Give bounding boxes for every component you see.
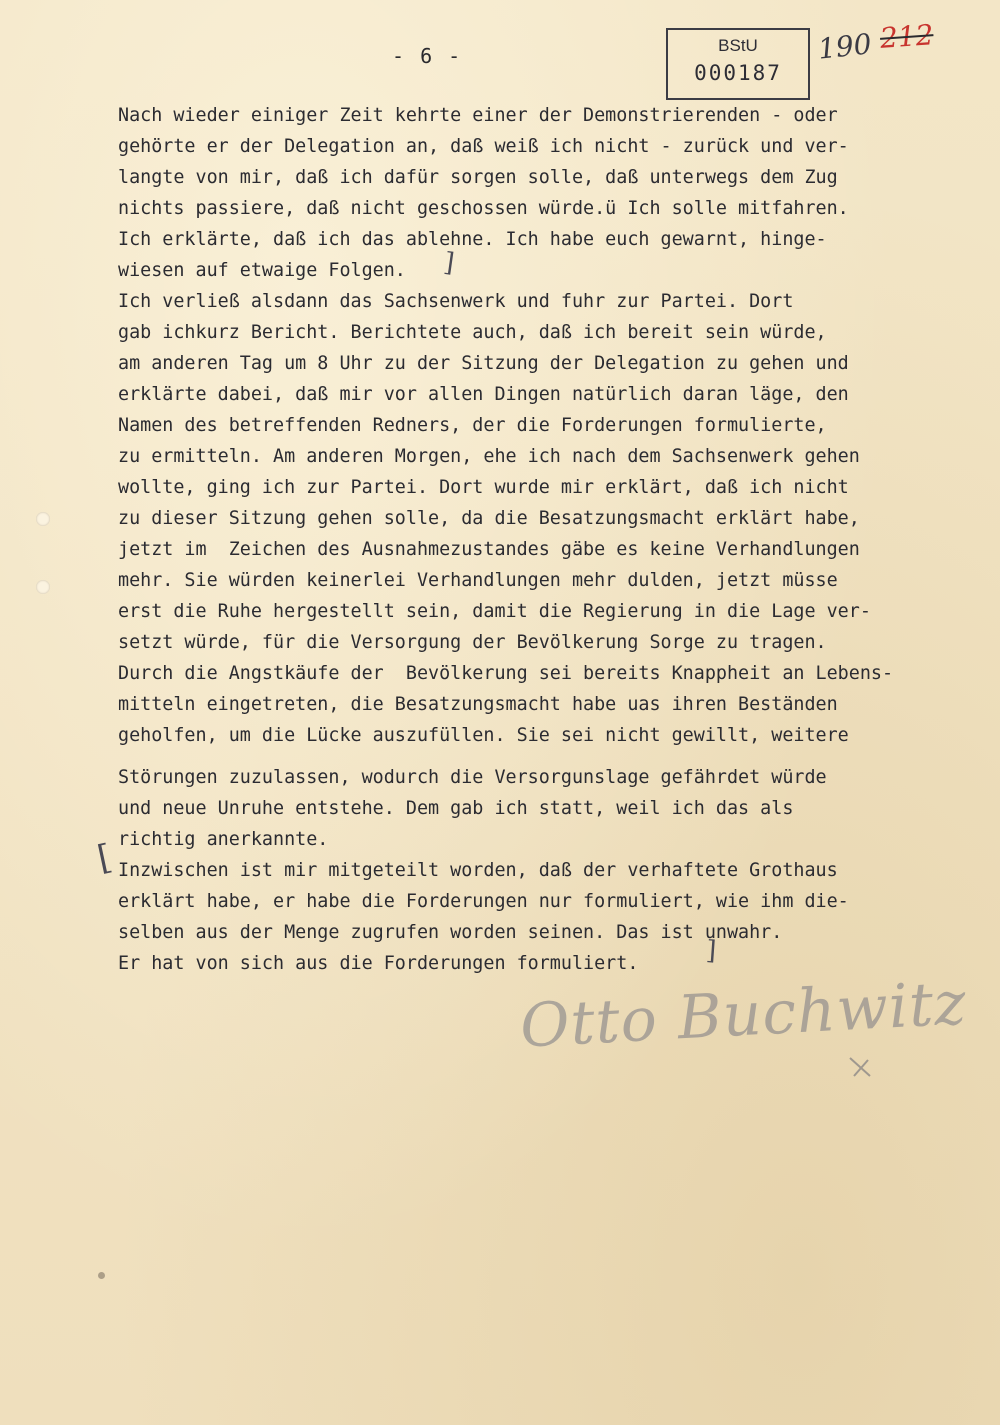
text-line: mitteln eingetreten, die Besatzungsmacht habe uas ihren Beständen xyxy=(118,694,838,715)
text-line: und neue Unruhe entstehe. Dem gab ich statt, weil ich das als xyxy=(118,798,794,819)
bracket-mark: ] xyxy=(704,935,718,967)
bracket-mark: [ xyxy=(93,837,116,879)
text-line: selben aus der Menge zugrufen worden seinen. Das ist unwahr. xyxy=(118,922,783,943)
text-line: richtig anerkannte. xyxy=(118,829,329,850)
archive-stamp xyxy=(666,28,810,100)
punch-hole-bottom xyxy=(36,580,50,594)
handwritten-signature xyxy=(518,968,969,1090)
stamp-number: 000187 xyxy=(694,61,782,85)
text-line: nichts passiere, daß nicht geschossen würde.ü Ich solle mitfahren. xyxy=(118,198,849,219)
signature-flourish xyxy=(520,980,940,1090)
text-line: erklärte dabei, daß mir vor allen Dingen natürlich daran läge, den xyxy=(118,384,849,405)
text-line: erst die Ruhe hergestellt sein, damit die Regierung in die Lage ver- xyxy=(118,601,871,622)
text-line: Namen des betreffenden Redners, der die Forderungen formulierte, xyxy=(118,415,827,436)
text-line: Ich erklärte, daß ich das ablehne. Ich habe euch gewarnt, hinge- xyxy=(118,229,827,250)
text-line: setzt würde, für die Versorgung der Bevölkerung Sorge zu tragen. xyxy=(118,632,827,653)
typed-body-text xyxy=(118,100,978,979)
text-line: Er hat von sich aus die Forderungen formuliert. xyxy=(118,953,639,974)
text-line: wollte, ging ich zur Partei. Dort wurde mir erklärt, daß ich nicht xyxy=(118,477,849,498)
text-line: geholfen, um die Lücke auszufüllen. Sie sei nicht gewillt, weitere xyxy=(118,725,849,746)
text-line: zu ermitteln. Am anderen Morgen, ehe ich nach dem Sachsenwerk gehen xyxy=(118,446,860,467)
text-line: wiesen auf etwaige Folgen. xyxy=(118,260,406,281)
page-number: - 6 - xyxy=(392,44,463,68)
text-line: gehörte er der Delegation an, daß weiß ich nicht - zurück und ver- xyxy=(118,136,849,157)
text-line: am anderen Tag um 8 Uhr zu der Sitzung der Delegation zu gehen und xyxy=(118,353,849,374)
text-line: jetzt im Zeichen des Ausnahmezustandes gäbe es keine Verhandlungen xyxy=(118,539,860,560)
paper-speck xyxy=(98,1272,105,1279)
text-line: gab ichkurz Bericht. Berichtete auch, daß ich bereit sein würde, xyxy=(118,322,827,343)
stamp-label: BStU xyxy=(718,36,758,55)
text-line: erklärt habe, er habe die Forderungen nur formuliert, wie ihm die- xyxy=(118,891,849,912)
text-line: zu dieser Sitzung gehen solle, da die Besatzungsmacht erklärt habe, xyxy=(118,508,860,529)
text-line: mehr. Sie würden keinerlei Verhandlungen mehr dulden, jetzt müsse xyxy=(118,570,838,591)
text-line: Störungen zuzulassen, wodurch die Versorgunslage gefährdet würde xyxy=(118,767,827,788)
text-line: Inzwischen ist mir mitgeteilt worden, daß der verhaftete Grothaus xyxy=(118,860,838,881)
folio-number-crossed-out: 212 xyxy=(878,18,935,55)
punch-hole-top xyxy=(36,512,50,526)
text-line: langte von mir, daß ich dafür sorgen solle, daß unterwegs dem Zug xyxy=(118,167,838,188)
text-line: Nach wieder einiger Zeit kehrte einer der Demonstrierenden - oder xyxy=(118,105,838,126)
signature-text: Otto Buchwitz xyxy=(518,968,969,1062)
text-line: Ich verließ alsdann das Sachsenwerk und fuhr zur Partei. Dort xyxy=(118,291,794,312)
folio-number: 190 xyxy=(816,27,874,66)
text-line: Durch die Angstkäufe der Bevölkerung sei bereits Knappheit an Lebens- xyxy=(118,663,894,684)
bracket-mark: ] xyxy=(441,247,457,279)
